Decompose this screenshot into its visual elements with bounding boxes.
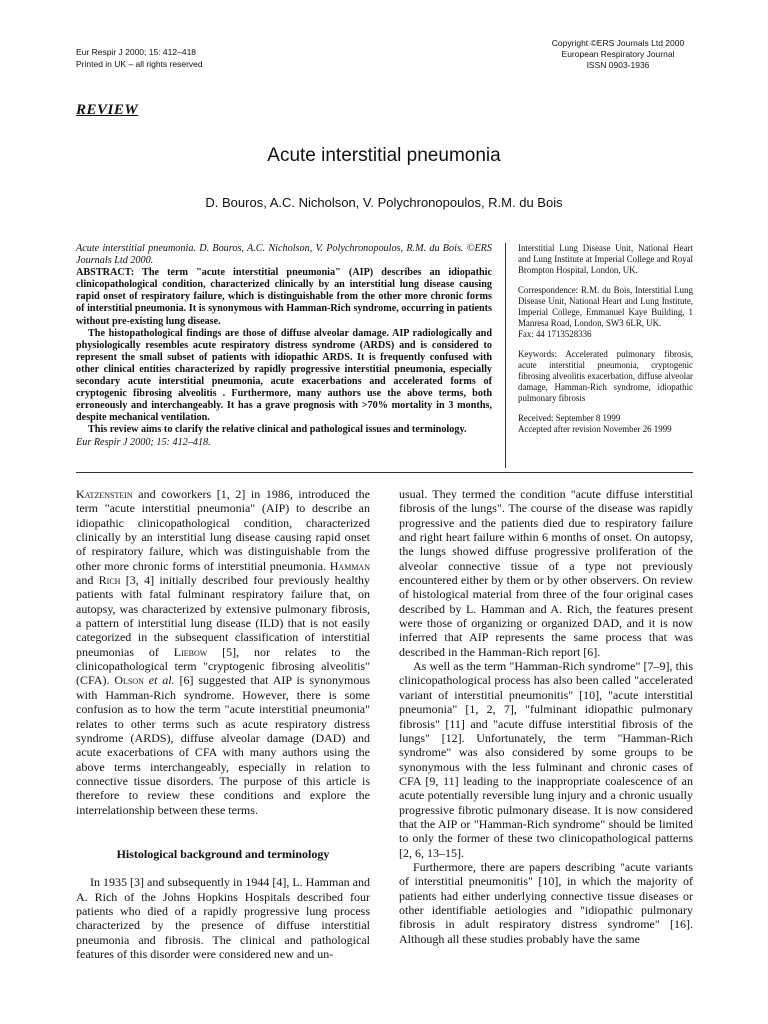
body-paragraph: usual. They termed the condition "acute diffuse interstitial fibrosis of the lungs". The course of the disease was rapidly progressive and the patients died due to respiratory failure and right heart failure within 6 months of onset. On autopsy, the lungs showed diffuse progressive proliferation of the alveolar connective tissue of a type not previously encountered either by them or by other observers. On review of histological material from three of the four original cases described by L. Hamman and A. Rich, the features present were those of organizing or organized DAD, and it is now inferred that AIP represents the same process that was described in the Hamman-Rich report [6]. <box>399 487 693 659</box>
sidebar-info <box>518 243 693 444</box>
author-name: Hamman <box>329 558 370 573</box>
journal-citation: Eur Respir J 2000; 15: 412–418 <box>76 47 197 57</box>
correspondence-address: Correspondence: R.M. du Bois, Interstitial Lung Disease Unit, National Heart and Lung Institute, Imperial College, Emmanuel Kaye Building, 1 Manresa Road, London, SW3 6LR, UK. <box>518 285 693 328</box>
body-text: [5], nor relates to the clinicopathological term "cryptogenic fibrosing alveolitis" (CFA). <box>76 644 370 688</box>
column-divider <box>505 243 506 468</box>
abstract-divider <box>76 472 693 473</box>
abstract-footer-citation: Eur Respir J 2000; 15: 412–418. <box>76 436 211 448</box>
body-text: and coworkers [1, 2] in 1986, introduced the term "acute interstitial pneumonia" (AIP) to describe an idiopathic clinicopathological condition, characterized clinically by an interstitial lung disease causing rapid onset of respiratory failure, which was distinguishable from the other more chronic forms of interstitial pneumonia. <box>76 487 370 573</box>
affiliation: Interstitial Lung Disease Unit, National Heart and Lung Institute at Imperial College and Royal Brompton Hospital, London, UK. <box>518 243 693 275</box>
journal-name: European Respiratory Journal <box>561 49 675 59</box>
fax-number: Fax: 44 1713528336 <box>518 329 592 339</box>
body-paragraph: As well as the term "Hamman-Rich syndrome" [7–9], this clinicopathological process has also been called "accelerated variant of interstitial pneumonitis" [10], "acute interstitial pneumonia" [1, 2, 7], "fulminant idiopathic pulmonary fibrosis" [11] and "acute diffuse interstitial fibrosis of the lungs" [12]. Unfortunately, the term "Hamman-Rich syndrome" was also considered by some groups to be synonymous with the less fulminant and chronic cases of CFA [9, 11] leading to the inappropriate coalescence of an acute potentially reversible lung injury and a chronic usually progressive fibrotic pulmonary disease. It is now considered that the AIP or "Hamman-Rich syndrome" should be limited to only the former of these two clinicopathological patterns [2, 6, 13–15]. <box>399 659 693 860</box>
correspondence <box>518 285 693 340</box>
received-date: Received: September 8 1999 <box>518 413 621 423</box>
dates <box>518 413 693 435</box>
section-label: REVIEW <box>76 102 139 118</box>
section-heading: Histological background and terminology <box>116 846 330 861</box>
body-column-left <box>76 487 370 961</box>
abstract-block <box>76 243 492 449</box>
et-al: et al. <box>143 673 175 688</box>
abstract-paragraph: This review aims to clarify the relative clinical and pathological issues and terminology. <box>88 424 467 436</box>
author-name: Rich <box>98 573 121 588</box>
author-list: D. Bouros, A.C. Nicholson, V. Polychronopoulos, R.M. du Bois <box>205 195 563 210</box>
author-name: Olson <box>114 673 144 688</box>
keywords: Keywords: Accelerated pulmonary fibrosis, acute interstitial pneumonia, cryptogenic fibrosing alveolitis exacerbation, diffuse alveolar damage, Hamman-Rich syndrome, idiopathic pulmonary fibrosis <box>518 349 693 403</box>
body-paragraph: In 1935 [3] and subsequently in 1944 [4], L. Hamman and A. Rich of the Johns Hopkins Hospitals described four patients who died of a rapidly progressive lung process characterized by the presence of diffuse interstitial pneumonia and fibrosis. The clinical and pathological features of this disorder were considered new and un- <box>76 875 370 961</box>
print-notice: Printed in UK – all rights reserved <box>76 59 203 69</box>
body-paragraph: Furthermore, there are papers describing "acute variants of interstitial pneumonitis" [10], in which the majority of patients had either underlying connective tissue diseases or other identifiable aetiologies and "idiopathic pulmonary fibrosis in adult respiratory distress syndrome" [16]. Although all these studies probably have the same <box>399 859 693 946</box>
issn: ISSN 0903-1936 <box>586 60 650 70</box>
body-text: and <box>76 573 99 588</box>
body-text: [6] suggested that AIP is synonymous with Hamman-Rich syndrome. However, there is some confusion as to how the term "acute interstitial pneumonia" relates to other terms such as acute respiratory distress syndrome (ARDS), diffuse alveolar damage (DAD) and acute exacerbations of CFA with many authors using the above terms interchangeably, especially in relation to connective tissue disorders. The purpose of this article is therefore to review these conditions and explore the interrelationship between these terms. <box>76 673 371 817</box>
copyright-header <box>543 38 693 71</box>
abstract-citation: Acute interstitial pneumonia. D. Bouros, A.C. Nicholson, V. Polychronopoulos, R.M. du Bois. ©ERS Journals Ltd 2000. <box>76 243 492 267</box>
article-title: Acute interstitial pneumonia <box>267 145 501 166</box>
abstract-paragraph: ABSTRACT: The term "acute interstitial pneumonia" (AIP) describes an idiopathic clinicopathological condition, characterized clinically by an interstitial lung disease causing rapid onset of respiratory failure, which is distinguishable from the other more chronic forms of interstitial pneumonia. It is synonymous with Hamman-Rich syndrome, occurring in patients without pre-existing lung disease. <box>76 267 492 327</box>
author-name: Katzenstein <box>76 487 133 501</box>
body-text: [3, 4] initially described four previously healthy patients with fatal fulminant respiratory failure that, on autopsy, was characterized by extensive pulmonary fibrosis, a pattern of interstitial lung disease (ILD) that is not easily categorized in the subsequent classification of interstitial pneumonias of <box>76 573 370 659</box>
body-column-right <box>399 487 693 946</box>
body-paragraph <box>76 487 370 817</box>
accepted-date: Accepted after revision November 26 1999 <box>518 424 672 434</box>
abstract-paragraph: The histopathological findings are those of diffuse alveolar damage. AIP radiologically and physiologically resembles acute respiratory distress syndrome (ARDS) and is considered to represent the small subset of patients with idiopathic ARDS. It is frequently confused with other clinical entities characterized by rapidly progressive interstitial pneumonia, especially secondary acute interstitial pneumonia, acute exacerbations and accelerated forms of cryptogenic fibrosing alveolitis . Furthermore, many authors use the above terms, both erroneously and interchangeably. It has a grave prognosis with >70% mortality in 3 months, despite mechanical ventilation. <box>76 327 492 424</box>
copyright-line: Copyright ©ERS Journals Ltd 2000 <box>551 38 685 48</box>
author-name: Liebow <box>173 644 208 659</box>
journal-header <box>76 46 203 70</box>
